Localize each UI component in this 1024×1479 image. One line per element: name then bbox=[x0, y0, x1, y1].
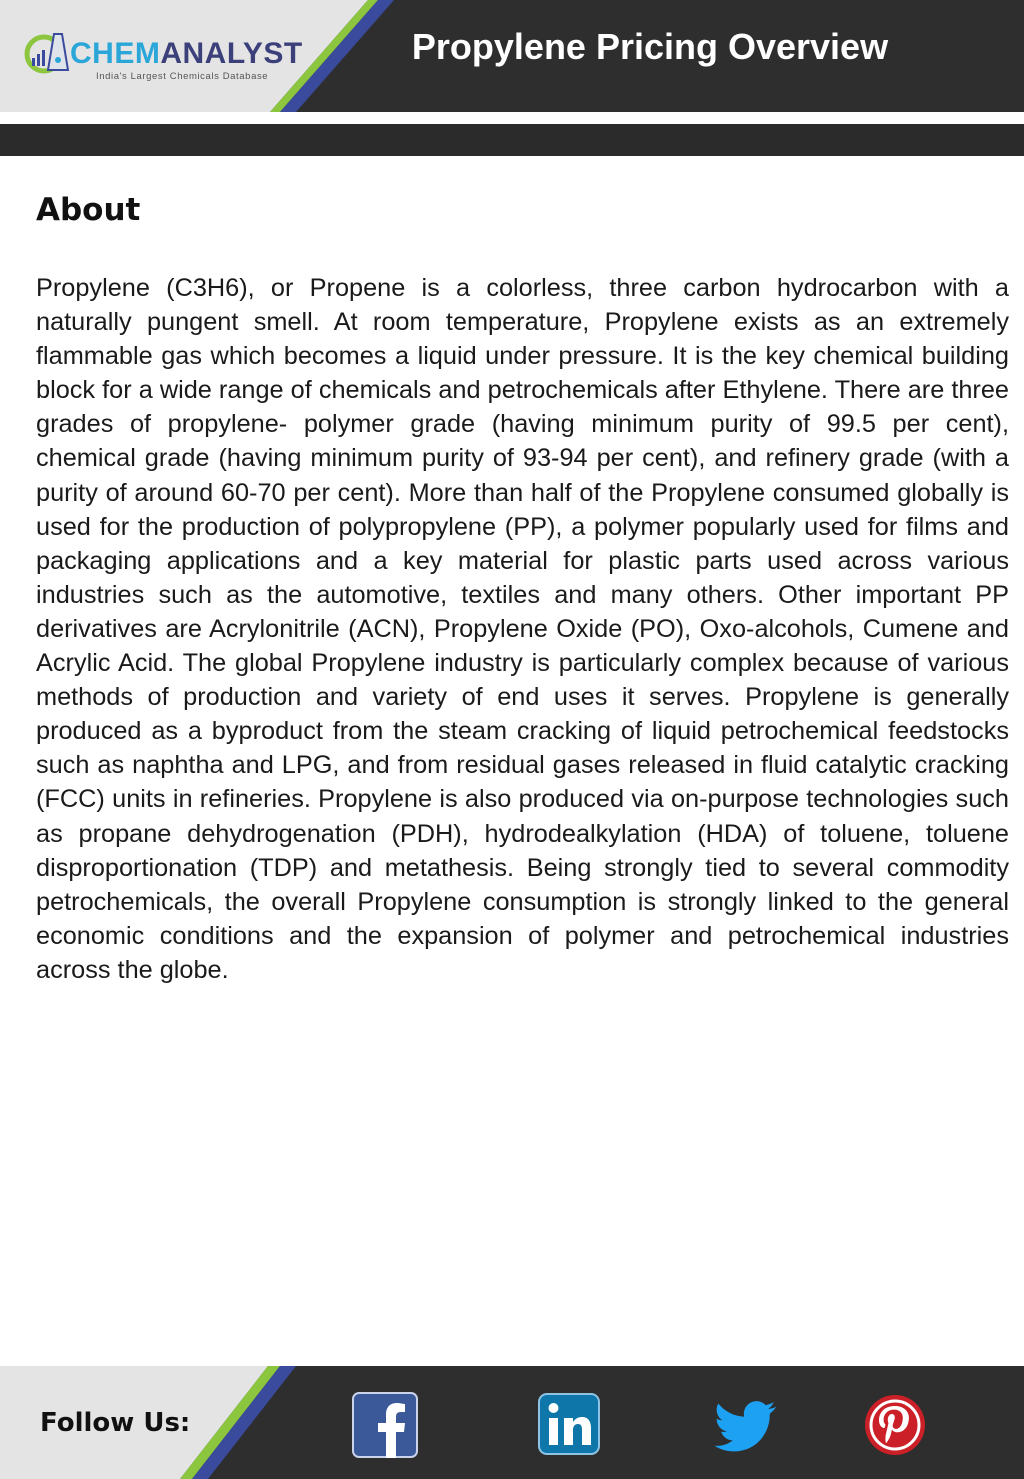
chemanalyst-logo[interactable] bbox=[20, 30, 303, 90]
about-paragraph: Propylene (C3H6), or Propene is a colorless, three carbon hydrocarbon with a naturally pungent smell. At room temperature, Propylene exists as an extremely flammable gas which becomes a liquid under pressure. It is the key chemical building block for a wide range of chemicals and petrochemicals after Ethylene. There are three grades of propylene- polymer grade (having minimum purity of 99.5 per cent), chemical grade (having minimum purity of 93-94 per cent), and refinery grade (with a purity of around 60-70 per cent). More than half of the Propylene consumed globally is used for the production of polypropylene (PP), a polymer popularly used for films and packaging applications and a key material for plastic parts used across various industries such as the automotive, textiles and many others. Other important PP derivatives are Acrylonitrile (ACN), Propylene Oxide (PO), Oxo-alcohols, Cumene and Acrylic Acid. The global Propylene industry is particularly complex because of various methods of production and variety of end uses it serves. Propylene is generally produced as a byproduct from the steam cracking of liquid petrochemical feedstocks such as naphtha and LPG, and from residual gases released in fluid catalytic cracking (FCC) units in refineries. Propylene is also produced via on-purpose technologies such as propane dehydrogenation (PDH), hydrodealkylation (HDA) of toluene, toluene disproportionation (TDP) and metathesis. Being strongly tied to several commodity petrochemicals, the overall Propylene consumption is strongly linked to the general economic conditions and the expansion of polymer and petrochemical industries across the globe. bbox=[36, 274, 1009, 984]
facebook-icon bbox=[352, 1392, 418, 1458]
website-link[interactable]: website : www.chemanalyst.com/ bbox=[535, 163, 756, 180]
logo-wordmark-part2: ANALYST bbox=[160, 37, 303, 70]
contact-bar bbox=[0, 124, 1024, 180]
page-footer bbox=[0, 1366, 1024, 1479]
pinterest-link[interactable] bbox=[862, 1392, 928, 1458]
email-link[interactable]: E-mail : info@chemanalyst.com bbox=[276, 163, 488, 180]
facebook-link[interactable] bbox=[352, 1392, 418, 1458]
logo-wordmark bbox=[70, 39, 303, 69]
about-heading: About bbox=[36, 192, 141, 228]
logo-tagline: India's Largest Chemicals Database bbox=[96, 71, 269, 82]
follow-us-label: Follow Us: bbox=[40, 1408, 191, 1438]
page-header bbox=[0, 0, 1024, 112]
linkedin-link[interactable] bbox=[537, 1392, 603, 1458]
logo-wordmark-part1: CHEM bbox=[70, 37, 161, 70]
twitter-icon bbox=[712, 1392, 778, 1458]
pinterest-icon bbox=[862, 1392, 928, 1458]
page-title: Propylene Pricing Overview bbox=[411, 26, 889, 67]
linkedin-icon bbox=[537, 1392, 603, 1458]
contact-separator: | bbox=[509, 163, 514, 180]
twitter-link[interactable] bbox=[712, 1392, 778, 1458]
